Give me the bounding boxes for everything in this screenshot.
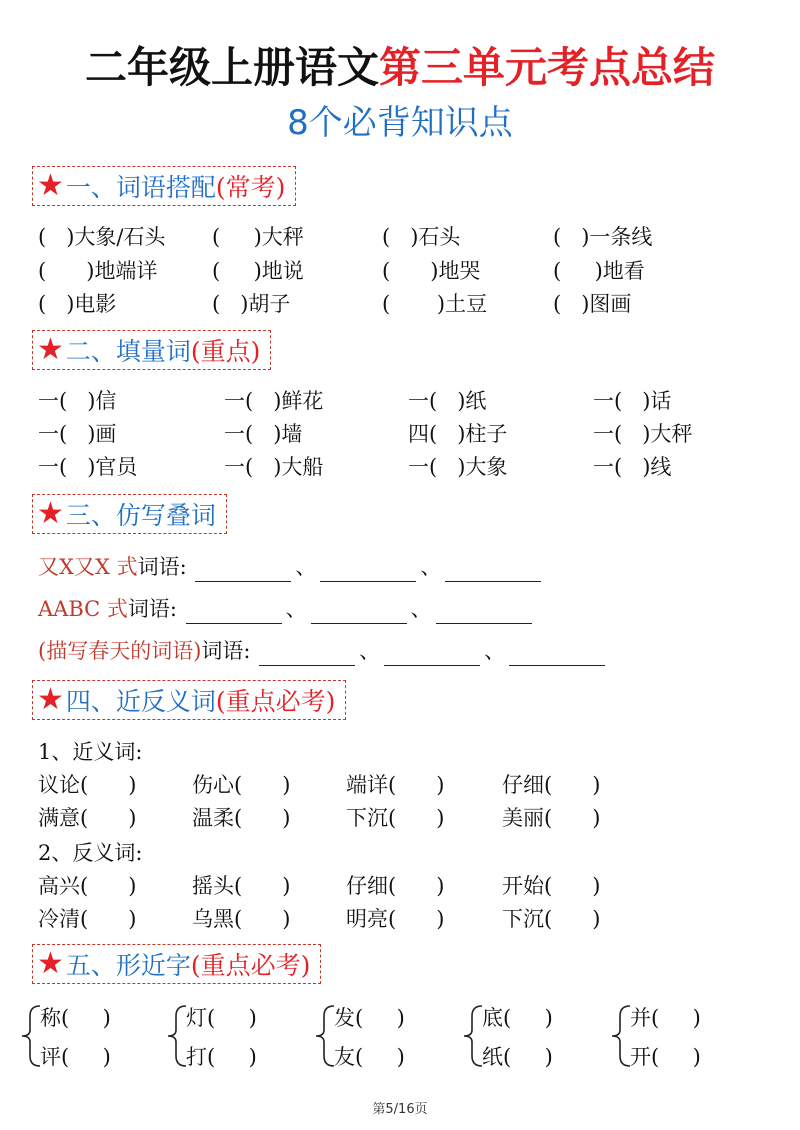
pattern-label: 又X又X 式 xyxy=(38,555,138,579)
answer-blank[interactable] xyxy=(384,643,480,666)
title-part-black: 二年级上册语文 xyxy=(84,43,379,92)
subheading: 2、反义词: xyxy=(38,841,143,865)
exercise-item: 一( )墙 xyxy=(224,422,303,446)
section-title: 一、词语搭配 xyxy=(65,173,216,202)
exercise-item: 并( ) xyxy=(630,1006,701,1030)
pattern-suffix: 词语: xyxy=(137,555,187,579)
section-title: 二、填量词 xyxy=(65,337,191,366)
section-title: 三、仿写叠词 xyxy=(65,501,216,530)
section-header-similar-chars xyxy=(32,944,321,984)
exercise-item: ( )图画 xyxy=(553,292,632,316)
exercise-item: ( )地说 xyxy=(212,259,304,283)
exercise-item: 端详( ) xyxy=(346,773,445,797)
exercise-item: 一( )线 xyxy=(593,455,672,479)
exercise-item: ( )地看 xyxy=(553,259,645,283)
separator: 、 xyxy=(359,639,381,663)
answer-blank[interactable] xyxy=(509,643,605,666)
exercise-item: 纸( ) xyxy=(482,1045,553,1069)
page-subtitle: 8个必背知识点 xyxy=(287,103,513,143)
exercise-item: 一( )大船 xyxy=(224,455,324,479)
exercise-item: 美丽( ) xyxy=(502,806,601,830)
exercise-item: ( )一条线 xyxy=(553,225,653,249)
section-header-measure-words xyxy=(32,330,271,370)
section-header-reduplication xyxy=(32,494,227,534)
exercise-item: 一( )话 xyxy=(593,389,672,413)
exercise-item: ( )大秤 xyxy=(212,225,304,249)
exercise-item: 满意( ) xyxy=(38,806,137,830)
pattern-suffix: 词语: xyxy=(127,597,177,621)
exercise-item: 一( )信 xyxy=(38,389,117,413)
exercise-item: 评( ) xyxy=(40,1045,111,1069)
exercise-item: ( )地哭 xyxy=(382,259,481,283)
separator: 、 xyxy=(410,597,432,621)
section-note: (重点必考) xyxy=(215,687,336,716)
exercise-item: 冷清( ) xyxy=(38,907,137,931)
pattern-suffix: 词语: xyxy=(201,639,251,663)
pattern-label: (描写春天的词语) xyxy=(38,639,202,663)
star-icon: ★ xyxy=(37,946,64,981)
exercise-item: 明亮( ) xyxy=(346,907,445,931)
exercise-item: 伤心( ) xyxy=(192,773,291,797)
answer-blank[interactable] xyxy=(259,643,355,666)
star-icon: ★ xyxy=(37,682,64,717)
reduplication-row xyxy=(38,552,543,582)
pattern-label: AABC 式 xyxy=(38,597,128,621)
exercise-item: 下沉( ) xyxy=(346,806,445,830)
exercise-item: ( )地端详 xyxy=(38,259,158,283)
reduplication-row xyxy=(38,594,534,624)
exercise-item: 高兴( ) xyxy=(38,874,137,898)
section-title: 四、近反义词 xyxy=(65,687,216,716)
exercise-item: 一( )纸 xyxy=(408,389,487,413)
exercise-item: 温柔( ) xyxy=(192,806,291,830)
answer-blank[interactable] xyxy=(445,559,541,582)
section-header-synonyms-antonyms xyxy=(32,680,346,720)
page-number: 第5/16页 xyxy=(372,1102,428,1117)
exercise-item: 开( ) xyxy=(630,1045,701,1069)
answer-blank[interactable] xyxy=(195,559,291,582)
exercise-item: 一( )大秤 xyxy=(593,422,693,446)
star-icon: ★ xyxy=(37,332,64,367)
exercise-item: ( )电影 xyxy=(38,292,117,316)
star-icon: ★ xyxy=(37,168,64,203)
exercise-item: 议论( ) xyxy=(38,773,137,797)
exercise-item: 灯( ) xyxy=(186,1006,257,1030)
exercise-item: 底( ) xyxy=(482,1006,553,1030)
exercise-item: ( )石头 xyxy=(382,225,461,249)
exercise-item: 乌黑( ) xyxy=(192,907,291,931)
exercise-item: 一( )画 xyxy=(38,422,117,446)
exercise-item: 下沉( ) xyxy=(502,907,601,931)
separator: 、 xyxy=(285,597,307,621)
answer-blank[interactable] xyxy=(186,601,282,624)
separator: 、 xyxy=(420,555,442,579)
page-title xyxy=(0,40,800,96)
exercise-item: ( )胡子 xyxy=(212,292,291,316)
section-note: (重点) xyxy=(190,337,261,366)
exercise-item: 称( ) xyxy=(40,1006,111,1030)
exercise-item: 打( ) xyxy=(186,1045,257,1069)
exercise-item: 发( ) xyxy=(334,1006,405,1030)
answer-blank[interactable] xyxy=(311,601,407,624)
exercise-item: 四( )柱子 xyxy=(408,422,508,446)
exercise-item: 摇头( ) xyxy=(192,874,291,898)
section-note: (重点必考) xyxy=(190,951,311,980)
exercise-item: 仔细( ) xyxy=(346,874,445,898)
title-part-red: 第三单元考点总结 xyxy=(379,43,716,92)
exercise-item: 友( ) xyxy=(334,1045,405,1069)
answer-blank[interactable] xyxy=(436,601,532,624)
answer-blank[interactable] xyxy=(320,559,416,582)
subheading: 1、近义词: xyxy=(38,740,143,764)
exercise-item: 一( )鲜花 xyxy=(224,389,324,413)
section-title: 五、形近字 xyxy=(65,951,191,980)
exercise-item: 一( )官员 xyxy=(38,455,138,479)
exercise-item: 开始( ) xyxy=(502,874,601,898)
exercise-item: 仔细( ) xyxy=(502,773,601,797)
exercise-item: 一( )大象 xyxy=(408,455,508,479)
exercise-item: ( )大象/石头 xyxy=(38,225,166,249)
section-note: (常考) xyxy=(215,173,286,202)
section-header-collocation xyxy=(32,166,296,206)
separator: 、 xyxy=(295,555,317,579)
reduplication-row xyxy=(38,636,607,666)
star-icon: ★ xyxy=(37,496,64,531)
exercise-item: ( )土豆 xyxy=(382,292,488,316)
separator: 、 xyxy=(484,639,506,663)
